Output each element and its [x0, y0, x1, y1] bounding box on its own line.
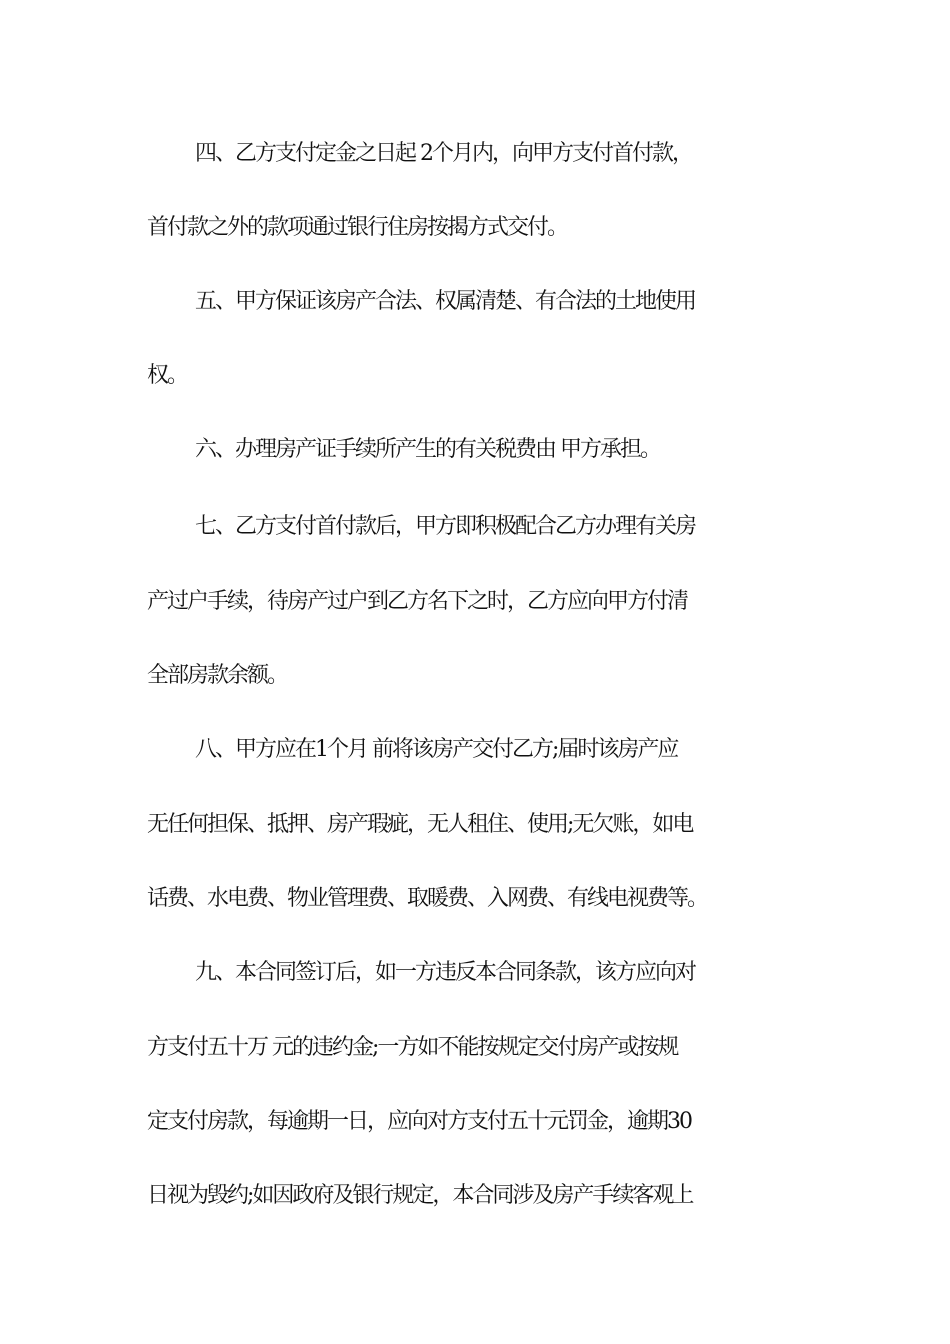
text-line-8: 全部房款余额。 [147, 663, 288, 688]
text-line-15: 日视为毁约;如因政府及银行规定，本合同涉及房产手续客观上 [147, 1183, 693, 1208]
text-line-13: 方支付五十万 元的违约金;一方如不能按规定交付房产或按规 [147, 1035, 678, 1060]
text-line-7: 产过户手续，待房产过户到乙方名下之时，乙方应向甲方付清 [147, 589, 688, 614]
text-line-11: 话费、水电费、物业管理费、取暖费、入网费、有线电视费等。 [147, 886, 708, 911]
text-line-2: 首付款之外的款项通过银行住房按揭方式交付。 [147, 215, 568, 240]
text-line-10: 无任何担保、抵押、房产瑕疵，无人租住、使用;无欠账，如电 [147, 812, 693, 837]
text-line-6: 七、乙方支付首付款后，甲方即积极配合乙方办理有关房 [195, 514, 696, 539]
text-line-9: 八、甲方应在1个月 前将该房产交付乙方;届时该房产应 [195, 737, 678, 762]
text-line-4: 权。 [147, 363, 188, 388]
text-line-1: 四、乙方支付定金之日起 2个月内，向甲方支付首付款， [195, 141, 692, 166]
text-line-12: 九、本合同签订后，如一方违反本合同条款，该方应向对 [195, 960, 696, 985]
text-line-14: 定支付房款，每逾期一日，应向对方支付五十元罚金，逾期30 [147, 1109, 691, 1134]
text-line-5: 六、办理房产证手续所产生的有关税费由 甲方承担。 [195, 437, 660, 462]
text-line-3: 五、甲方保证该房产合法、权属清楚、有合法的土地使用 [195, 289, 696, 314]
